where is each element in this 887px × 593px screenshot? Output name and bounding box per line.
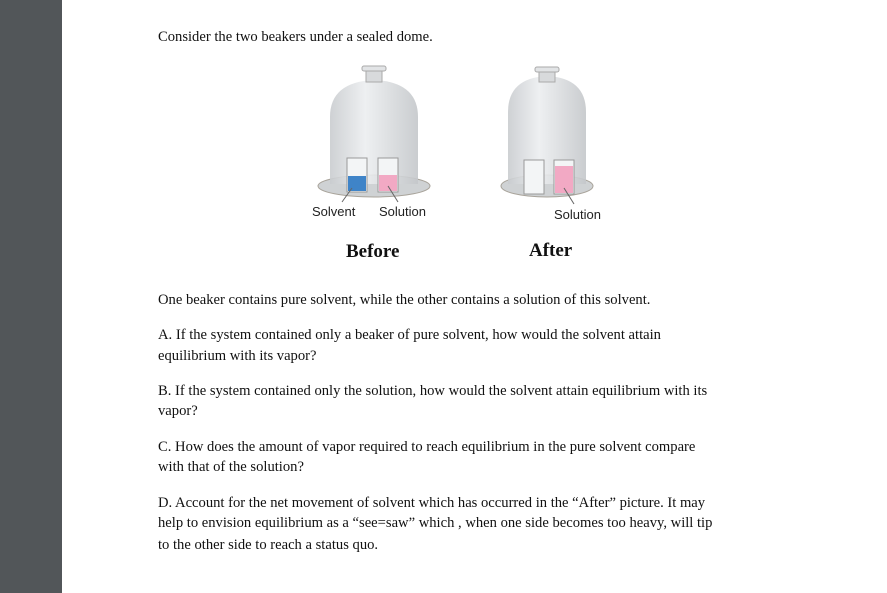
solution-label: Solution (379, 204, 426, 219)
question-b-line2: vapor? (158, 403, 198, 419)
bell-jar-figure (302, 62, 682, 232)
solution-liquid (379, 175, 397, 191)
document-page (62, 0, 887, 593)
solvent-label: Solvent (312, 204, 356, 219)
question-a-line2: equilibrium with its vapor? (158, 348, 317, 364)
question-a-line1: A. If the system contained only a beaker of pure solvent, how would the solvent attain (158, 327, 661, 343)
solvent-liquid (348, 176, 366, 191)
after-caption: After (529, 240, 573, 261)
question-d-line3: to the other side to reach a status quo. (158, 537, 379, 553)
question-d-line2: help to envision equilibrium as a “see=saw” which , when one side becomes too heavy, will tip (158, 515, 713, 531)
after-solution-label: Solution (554, 207, 601, 222)
question-d-line1: D. Account for the net movement of solvent which has occurred in the “After” picture. It may (158, 495, 706, 511)
question-c-line2: with that of the solution? (158, 459, 304, 475)
question-b-line1: B. If the system contained only the solution, how would the solvent attain equilibrium with its (158, 383, 708, 399)
after-jar (501, 67, 601, 222)
paragraph-intro: One beaker contains pure solvent, while the other contains a solution of this solvent. (158, 292, 651, 308)
intro-text: Consider the two beakers under a sealed dome. (158, 29, 433, 45)
after-solution-liquid (555, 166, 573, 193)
before-jar (312, 66, 430, 219)
before-caption: Before (346, 241, 400, 262)
question-c-line1: C. How does the amount of vapor required to reach equilibrium in the pure solvent compare (158, 439, 696, 455)
